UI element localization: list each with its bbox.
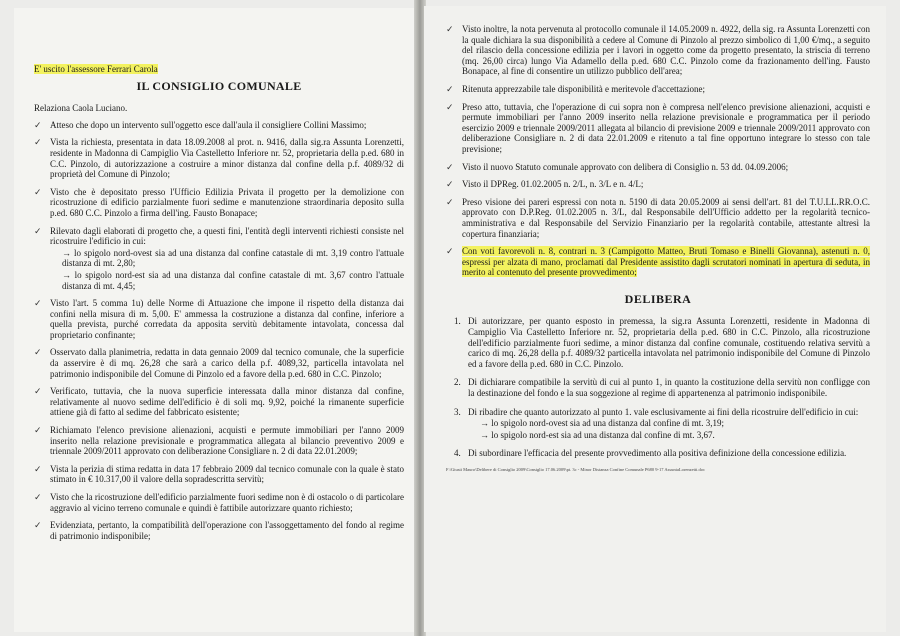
- relazione-line: Relaziona Caola Luciano.: [34, 103, 128, 114]
- check-mark-icon: ✓: [446, 161, 454, 172]
- premise-item: ✓ Visto il DPReg. 01.02.2005 n. 2/L, n. 3/L e n. 4/L;: [446, 179, 644, 190]
- right-page: [424, 6, 886, 632]
- highlighted-text: Con voti favorevoli n. 8, contrari n. 3 (Campigotto Matteo, Bruti Tomaso e Binelli Giovanna), astenuti n. 0, espressi per alzata di mano, proclamati dal Presidente assistito dagli scrutatori nominati in apertura di seduta, in merito al contenuto del presente provvedimento;: [462, 246, 870, 278]
- premise-item: ✓ Atteso che dopo un intervento sull'oggetto esce dall'aula il consigliere Collini Massimo;: [34, 119, 367, 130]
- premise-item: ✓ Preso atto, tuttavia, che l'operazione di cui sopra non è compresa nell'elenco previsione alienazioni, acquisti e permute immobiliari per l'anno 2009 inserito nella relazione previsionale e programmatica per il periodo esercizio 2009 e triennale 2009/2011 allegata al bilancio di previsione 2009 e triennale 2009/2011 approvato con deliberazione Consigliare n. 2 di data 22.01.2009 e ritenuto a tal fine opportuno integrare lo stesso con tale previsione;: [446, 101, 870, 154]
- sub-item: → lo spigolo nord-ovest sia ad una distanza dal confine di mt. 3,19;: [480, 418, 724, 429]
- highlighted-text: E' uscito l'assessore Ferrari Carola: [34, 64, 158, 74]
- check-mark-icon: ✓: [34, 137, 42, 148]
- sub-item: → lo spigolo nord-est sia ad una distanza dal confine di mt. 3,67.: [480, 429, 715, 440]
- check-mark-icon: ✓: [34, 119, 42, 130]
- delibera-item: 2. Di dichiarare compatibile la servitù di cui al punto 1, in quanto la costituzione della servitù non confligge con la destinazione del fondo e la sua soggezione al regime di appartenenza al patrimonio indisponibile.: [454, 377, 870, 399]
- premise-item: ✓ Visto inoltre, la nota pervenuta al protocollo comunale il 14.05.2009 n. 4922, della sig. ra Assunta Lorenzetti con la quale dichiara la sua disponibilità a cedere al Comune di Pinzolo al prezzo simbolico di 1,00 €/mq., a seguito del rilascio della concessione edilizia per i lavori in oggetto come da progetto presentato, la striscia di terreno (mq. 26,00 circa) lungo Via Adamello della p.ed. 680 C.C. Pinzolo come da frazionamento dell'ing. Fausto Bonapace, al fine di consentire un utilizzo pubblico dell'area;: [446, 24, 870, 77]
- delibera-item: 1. Di autorizzare, per quanto esposto in premessa, la sig.ra Assunta Lorenzetti, residente in Madonna di Campiglio Via Castelletto Inferiore nr. 52, proprietaria della p.ed. 680 in C.C. Pinzolo, alla ricostruzione dell'edificio parzialmente fuori sedime, a minor distanza dal confine comunale, costituendo relativa servitù a carico di mq. 26,28 della p.f. 4089/32 particella intavolata nel patrimonio indisponibile del Comune di Pinzolo ed a favore della p.ed. 680 in C.C. Pinzolo.: [454, 316, 870, 369]
- announcement: [34, 64, 404, 75]
- check-mark-icon: ✓: [446, 179, 454, 190]
- right-page-content: [446, 24, 870, 472]
- check-mark-icon: ✓: [34, 425, 42, 436]
- check-mark-icon: ✓: [34, 298, 42, 309]
- check-mark-icon: ✓: [34, 347, 42, 358]
- delibera-item: 3. Di ribadire che quanto autorizzato al punto 1. vale esclusivamente ai fini della ricostruire dell'edificio in cui: → lo spigolo nord-ovest sia ad una distanza dal confine di mt. 3,19; → lo spigolo nord-est sia ad una distanza dal confine di mt. 3,67.: [446, 407, 870, 441]
- premise-item: ✓ Evidenziata, pertanto, la compatibilità dell'operazione con l'assoggettamento del fondo al regime di patrimonio indisponibile;: [34, 520, 404, 541]
- premise-item: ✓ Vista la perizia di stima redatta in data 17 febbraio 2009 dal tecnico comunale con la quale è stato stimato in € 10.317,00 il valore della sopradescritta servitù;: [34, 463, 404, 485]
- left-page: [14, 8, 416, 632]
- check-mark-icon: ✓: [34, 463, 42, 474]
- premise-item: ✓ Visto l'art. 5 comma 1u) delle Norme di Attuazione che impone il rispetto della distanza dai confini nella misura di m. 5,00. E' ammessa la costruzione a distanza dal confine, inferiore a quella prevista, purché corredata da apposita servitù debitamente intavolata, concessa dal proprietario confinante;: [34, 298, 404, 340]
- check-mark-icon: ✓: [34, 386, 42, 397]
- premise-item: ✓ Vista la richiesta, presentata in data 18.09.2008 al prot. n. 9416, dalla sig.ra Assunta Lorenzetti, residente in Madonna di Campiglio Via Castelletto Inferiore nr. 52, proprietaria della p.ed. 680 in C.C. Pinzolo, di autorizzazione a costruire a minor distanza dal confine della p.f. 4089/32 di proprietà del Comune di Pinzolo;: [34, 137, 404, 180]
- check-mark-icon: ✓: [34, 186, 42, 197]
- sub-item: → lo spigolo nord-ovest sia ad una distanza dal confine catastale di mt. 3,19 contro l'attuale distanza di mt. 2,80;: [62, 247, 404, 269]
- item-number: 1.: [454, 316, 461, 327]
- check-mark-icon: ✓: [446, 246, 454, 257]
- premise-item: ✓ Visto che la ricostruzione dell'edificio parzialmente fuori sedime non è di ostacolo o di particolare aggravio al vicino terreno comunale e quindi è fattibile autorizzare quanto richiesto;: [34, 492, 404, 513]
- premise-item: ✓ Preso visione dei pareri espressi con nota n. 5190 di data 20.05.2009 ai sensi dell'art. 81 del T.U.LL.RR.O.C. approvato con D.P.Reg. 01.02.2005 n. 3/L, dal Responsabile dell'Ufficio addetto per la regolarità tecnico-amministrativa e dal Responsabile del Servizio Finanziario per la regolarità contabile, attestante altresì la copertura finanziaria;: [446, 196, 870, 239]
- premise-item: ✓ Osservato dalla planimetria, redatta in data gennaio 2009 dal tecnico comunale, che la superficie da asservire è di mq. 26,28 che sarà a carico della p.f. 4089,32, particella intavolata nel patrimonio indisponibile del Comune di Pinzolo ed a favore della p.ed. 680 in C.C. Pinzolo;: [34, 347, 404, 379]
- page-title: IL CONSIGLIO COMUNALE: [136, 78, 302, 93]
- check-mark-icon: ✓: [34, 520, 42, 531]
- delibera-title: DELIBERA: [624, 291, 692, 306]
- left-page-content: [34, 64, 404, 548]
- item-number: 3.: [454, 406, 461, 417]
- item-number: 2.: [454, 377, 461, 388]
- delibera-item: 4. Di subordinare l'efficacia del presente provvedimento alla positiva definizione della concessione edilizia.: [454, 448, 847, 459]
- premise-item: ✓ Richiamato l'elenco previsione alienazioni, acquisti e permute immobiliari per l'anno 2009 inserito nella relazione previsionale e programmatica allegata al bilancio preventivo 2009 e triennale 2009/2011 approvato con deliberazione Consigliare n. 2 di data 22.01.2009;: [34, 425, 404, 457]
- premise-item: ✓ Ritenuta apprezzabile tale disponibilità e meritevole d'accettazione;: [446, 83, 706, 94]
- item-number: 4.: [454, 448, 461, 459]
- check-mark-icon: ✓: [446, 196, 454, 207]
- premise-item: ✓ Verificato, tuttavia, che la nuova superficie interessata dalla minor distanza dal confine, relativamente al nuovo sedime dell'edificio è di soli mq. 9,92, poiché la rimanente superficie attiene già di fatto al sedime del fabbricato esistente;: [34, 386, 404, 418]
- sub-item: → lo spigolo nord-est sia ad una distanza dal confine catastale di mt. 3,67 contro l'attuale distanza di mt. 4,45;: [62, 269, 404, 291]
- check-mark-icon: ✓: [446, 101, 454, 112]
- check-mark-icon: ✓: [446, 83, 454, 94]
- check-mark-icon: ✓: [446, 24, 454, 34]
- premise-item: ✓ Rilevato dagli elaborati di progetto che, a questi fini, l'entità degli interventi richiesti consiste nel ricostruire l'edificio in cui: → lo spigolo nord-ovest sia ad una distanza dal confine catastale di mt. 3,19 contro l'attuale distanza di mt. 2,80; → lo spigolo nord-est sia ad una distanza dal confine catastale di mt. 3,67 contro l'attuale distanza di mt. 4,45;: [34, 225, 404, 291]
- check-mark-icon: ✓: [34, 492, 42, 502]
- premise-item: ✓ Visto che è depositato presso l'Ufficio Edilizia Privata il progetto per la demolizione con ricostruzione di edificio parzialmente fuori sedime e manutenzione straordinaria deposito sulla p.ed. 680 C.C. Pinzolo a firma dell'ing. Fausto Bonapace;: [34, 186, 404, 218]
- vote-result: [446, 246, 870, 278]
- file-path-footer: F:\Giusti Mauro\Delibere di Consiglio 2009\Consiglio 17.06.2009\pt. 3c - Minor Distanza Confine Comunale P680 9-17 AssuntaLorenzetti.doc: [446, 467, 705, 472]
- check-mark-icon: ✓: [34, 225, 42, 236]
- premise-item: ✓ Visto il nuovo Statuto comunale approvato con delibera di Consiglio n. 53 dd. 04.09.2006;: [446, 161, 789, 172]
